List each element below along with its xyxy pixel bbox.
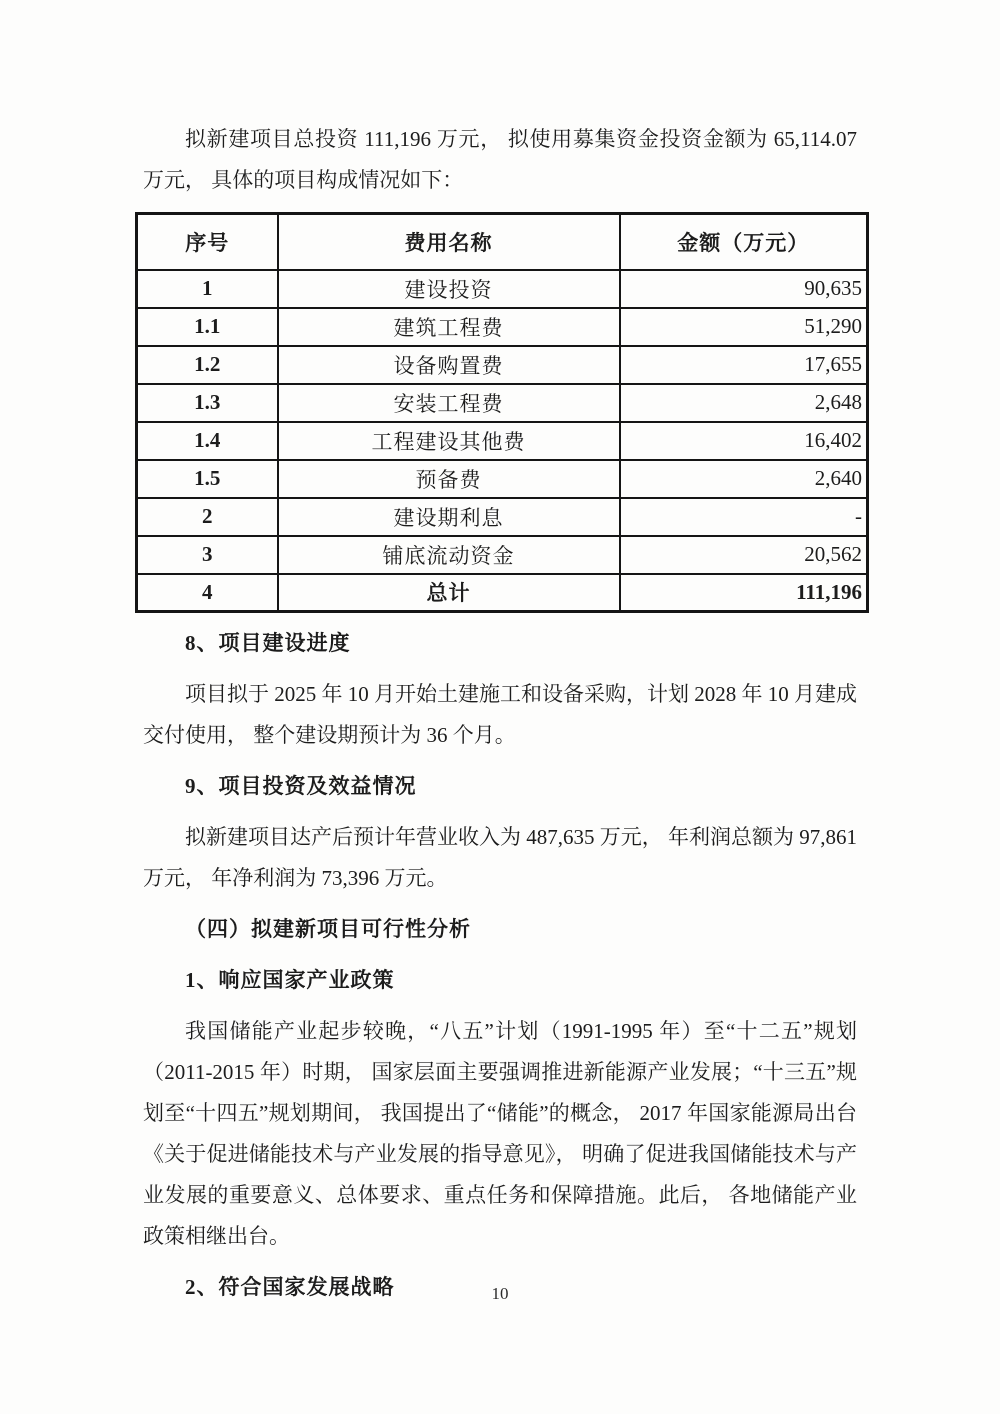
header-cell-index: 序号	[137, 214, 278, 270]
section-9-paragraph: 拟新建项目达产后预计年营业收入为 487,635 万元， 年利润总额为 97,861 万元， 年净利润为 73,396 万元。	[143, 825, 857, 890]
intro-paragraph: 拟新建项目总投资 111,196 万元， 拟使用募集资金投资金额为 65,114.07 万元， 具体的项目构成情况如下：	[143, 127, 857, 192]
row-name: 安装工程费	[278, 384, 620, 422]
row-amount: 20,562	[620, 536, 868, 574]
section-heading-1-industrial-policy: 1、响应国家产业政策	[185, 968, 395, 992]
page-content	[143, 0, 862, 1318]
section-heading-8-construction-schedule: 8、项目建设进度	[185, 631, 351, 655]
table-header-row	[137, 214, 868, 270]
row-no: 3	[137, 536, 278, 574]
row-amount: 111,196	[620, 574, 868, 612]
row-amount: 2,640	[620, 460, 868, 498]
header-cell-expense-name: 费用名称	[278, 214, 620, 270]
table-row	[137, 536, 868, 574]
table-row	[137, 346, 868, 384]
section-heading-4-feasibility-analysis: （四）拟建新项目可行性分析	[185, 917, 471, 941]
row-name: 设备购置费	[278, 346, 620, 384]
table-row	[137, 460, 868, 498]
project-cost-table	[135, 212, 869, 613]
row-no: 1.4	[137, 422, 278, 460]
table-row	[137, 270, 868, 308]
row-no: 2	[137, 498, 278, 536]
row-name: 铺底流动资金	[278, 536, 620, 574]
row-no: 1.1	[137, 308, 278, 346]
row-amount: 51,290	[620, 308, 868, 346]
table-row-total	[137, 574, 868, 612]
section-heading-9-investment-benefit: 9、项目投资及效益情况	[185, 774, 417, 798]
row-amount: 17,655	[620, 346, 868, 384]
row-no: 4	[137, 574, 278, 612]
row-no: 1	[137, 270, 278, 308]
row-no: 1.5	[137, 460, 278, 498]
page-number: 10	[491, 1284, 509, 1303]
row-name: 建设投资	[278, 270, 620, 308]
row-no: 1.2	[137, 346, 278, 384]
row-amount: 2,648	[620, 384, 868, 422]
table-row	[137, 498, 868, 536]
row-name: 工程建设其他费	[278, 422, 620, 460]
row-no: 1.3	[137, 384, 278, 422]
row-name: 预备费	[278, 460, 620, 498]
header-cell-amount: 金额（万元）	[620, 214, 868, 270]
section-1-paragraph: 我国储能产业起步较晚，“八五”计划（1991-1995 年）至“十二五”规划（2011-2015 年）时期， 国家层面主要强调推进新能源产业发展；“十三五”规划至“十四五”规划期间， 我国提出了“储能”的概念， 2017 年国家能源局出台《关于促进储能技术与产业发展的指导意见》， 明确了促进我国储能技术与产业发展的重要意义、总体要求、重点任务和保障措施。此后， 各地储能产业政策相继出台。	[143, 1019, 857, 1248]
section-8-paragraph: 项目拟于 2025 年 10 月开始土建施工和设备采购，计划 2028 年 10 月建成交付使用， 整个建设期预计为 36 个月。	[143, 682, 857, 747]
row-name: 建设期利息	[278, 498, 620, 536]
table-row	[137, 422, 868, 460]
row-amount: 16,402	[620, 422, 868, 460]
table-row	[137, 308, 868, 346]
table-row	[137, 384, 868, 422]
row-name: 建筑工程费	[278, 308, 620, 346]
row-amount: 90,635	[620, 270, 868, 308]
section-heading-2-national-strategy: 2、符合国家发展战略	[185, 1275, 395, 1299]
row-name: 总计	[278, 574, 620, 612]
row-amount: -	[620, 498, 868, 536]
